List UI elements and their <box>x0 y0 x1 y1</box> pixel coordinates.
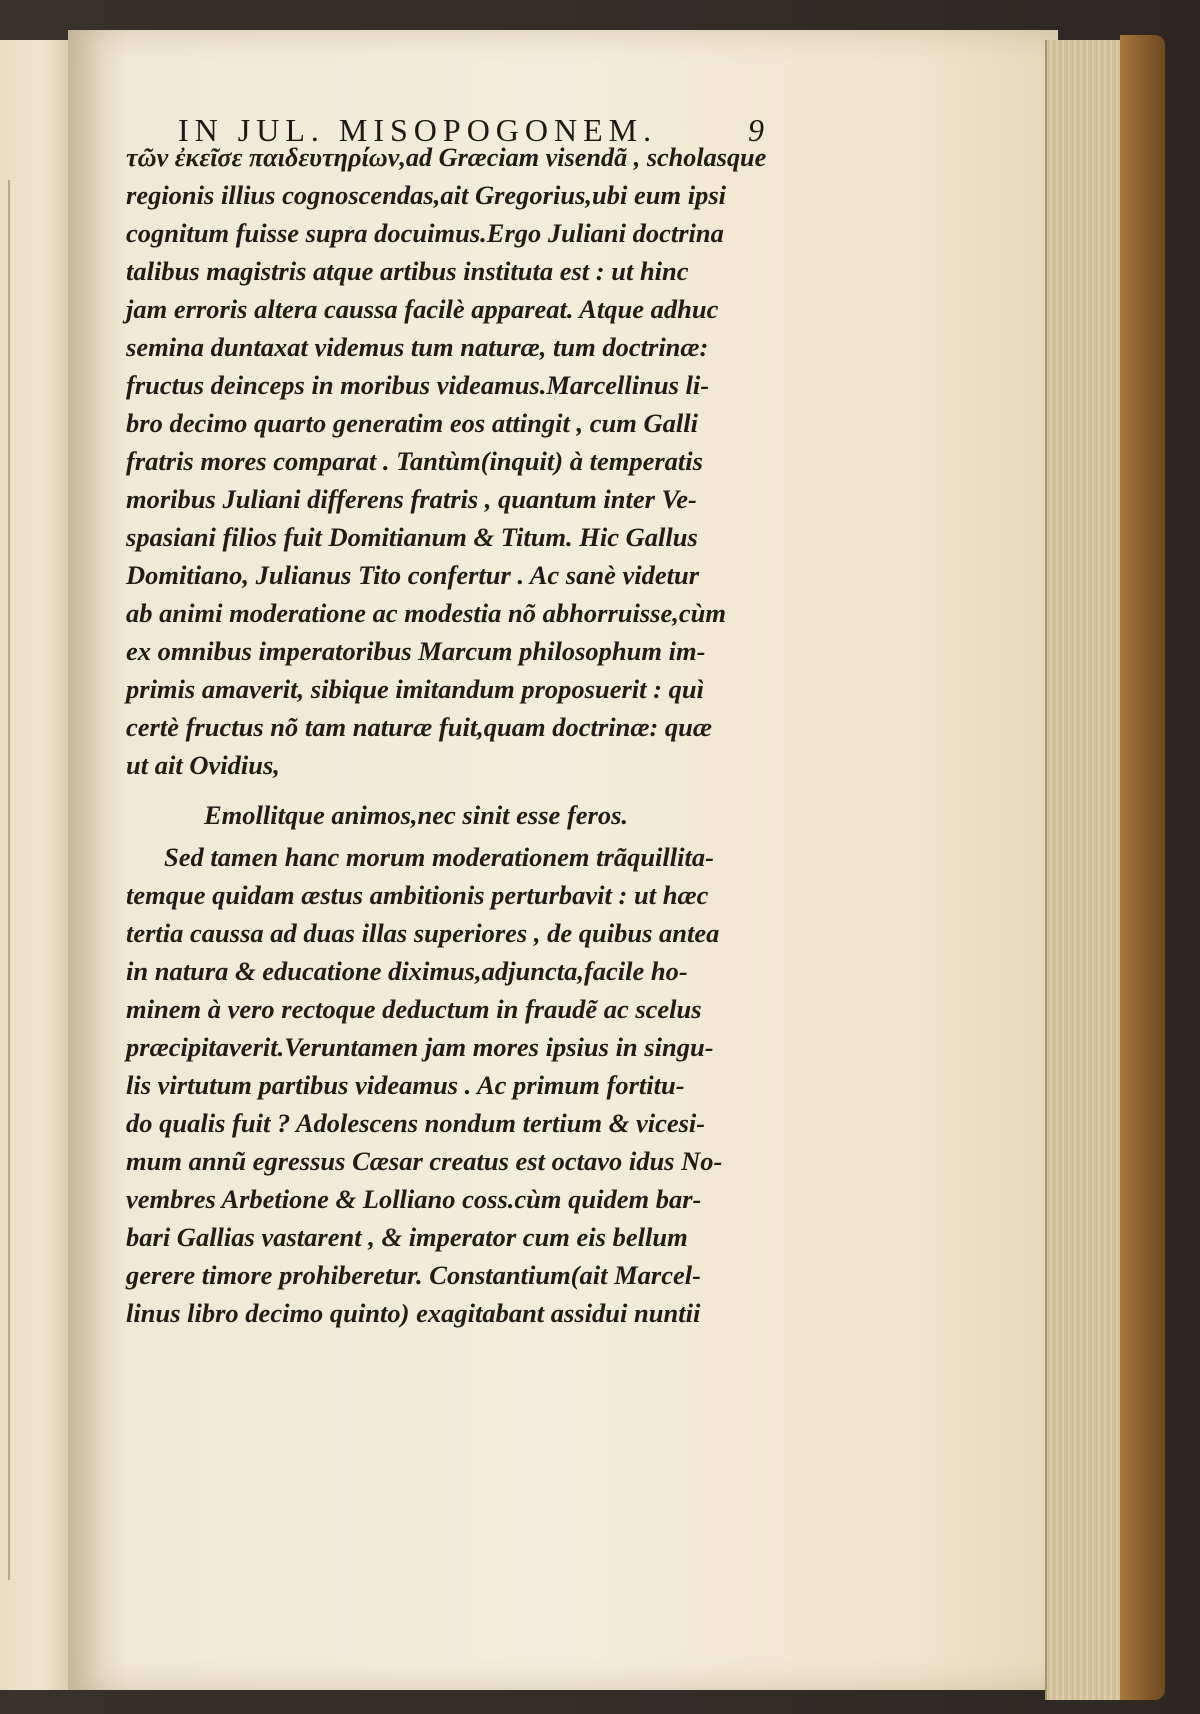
text-line: præcipitaverit.Veruntamen jam mores ipsius in singu- <box>126 1032 714 1062</box>
page-number: 9 <box>748 112 764 148</box>
text-line: ab animi moderatione ac modestia nõ abhorruisse,cùm <box>126 598 726 628</box>
text-line: mum annũ egressus Cæsar creatus est octavo idus No- <box>126 1146 723 1176</box>
text-line: in natura & educatione diximus,adjuncta,facile ho- <box>126 956 688 986</box>
text-line: tertia caussa ad duas illas superiores , de quibus antea <box>126 918 720 948</box>
text-line: regionis illius cognoscendas,ait Gregorius,ubi eum ipsi <box>126 180 727 210</box>
text-line: talibus magistris atque artibus instituta est : ut hinc <box>126 256 689 286</box>
text-line: bari Gallias vastarent , & imperator cum eis bellum <box>126 1222 688 1252</box>
text-line: ex omnibus imperatoribus Marcum philosophum im- <box>126 636 706 666</box>
text-line: fratris mores comparat . Tantùm(inquit) à temperatis <box>126 446 703 476</box>
paragraph-first-line: Sed tamen hanc morum moderationem trãquillita- <box>164 842 714 872</box>
text-line: τῶν ἐκεῖσε παιδευτηρίων,ad Græciam visendã , scholasque <box>126 142 767 172</box>
text-line: Domitiano, Julianus Tito confertur . Ac sanè videtur <box>126 560 700 590</box>
text-line: spasiani filios fuit Domitianum & Titum. Hic Gallus <box>126 522 698 552</box>
text-line: ut ait Ovidius, <box>126 750 280 780</box>
text-line: lis virtutum partibus videamus . Ac primum fortitu- <box>126 1070 685 1100</box>
running-head: IN JUL. MISOPOGONEM. <box>178 112 658 148</box>
text-line: primis amaverit, sibique imitandum proposuerit : quì <box>126 674 704 704</box>
text-line: fructus deinceps in moribus videamus.Marcellinus li- <box>126 370 710 400</box>
text-line: temque quidam æstus ambitionis perturbavit : ut hæc <box>126 880 709 910</box>
text-line: vembres Arbetione & Lolliano coss.cùm quidem bar- <box>126 1184 702 1214</box>
text-line: minem à vero rectoque deductum in fraudẽ ac scelus <box>126 994 702 1024</box>
text-line: linus libro decimo quinto) exagitabant assidui nuntii <box>126 1298 701 1328</box>
verse-line: Emollitque animos,nec sinit esse feros. <box>204 800 629 830</box>
text-line: gerere timore prohiberetur. Constantium(ait Marcel- <box>126 1260 701 1290</box>
text-line: moribus Juliani differens fratris , quantum inter Ve- <box>126 484 697 514</box>
text-line: jam erroris altera caussa facilè appareat. Atque adhuc <box>126 294 719 324</box>
text-line: semina duntaxat videmus tum naturæ, tum doctrinæ: <box>126 332 709 362</box>
text-line: certè fructus nõ tam naturæ fuit,quam doctrinæ: quæ <box>126 712 713 742</box>
text-line: do qualis fuit ? Adolescens nondum tertium & vicesi- <box>126 1108 706 1138</box>
text-line: cognitum fuisse supra docuimus.Ergo Juliani doctrina <box>126 218 724 248</box>
text-line: bro decimo quarto generatim eos attingit , cum Galli <box>126 408 698 438</box>
